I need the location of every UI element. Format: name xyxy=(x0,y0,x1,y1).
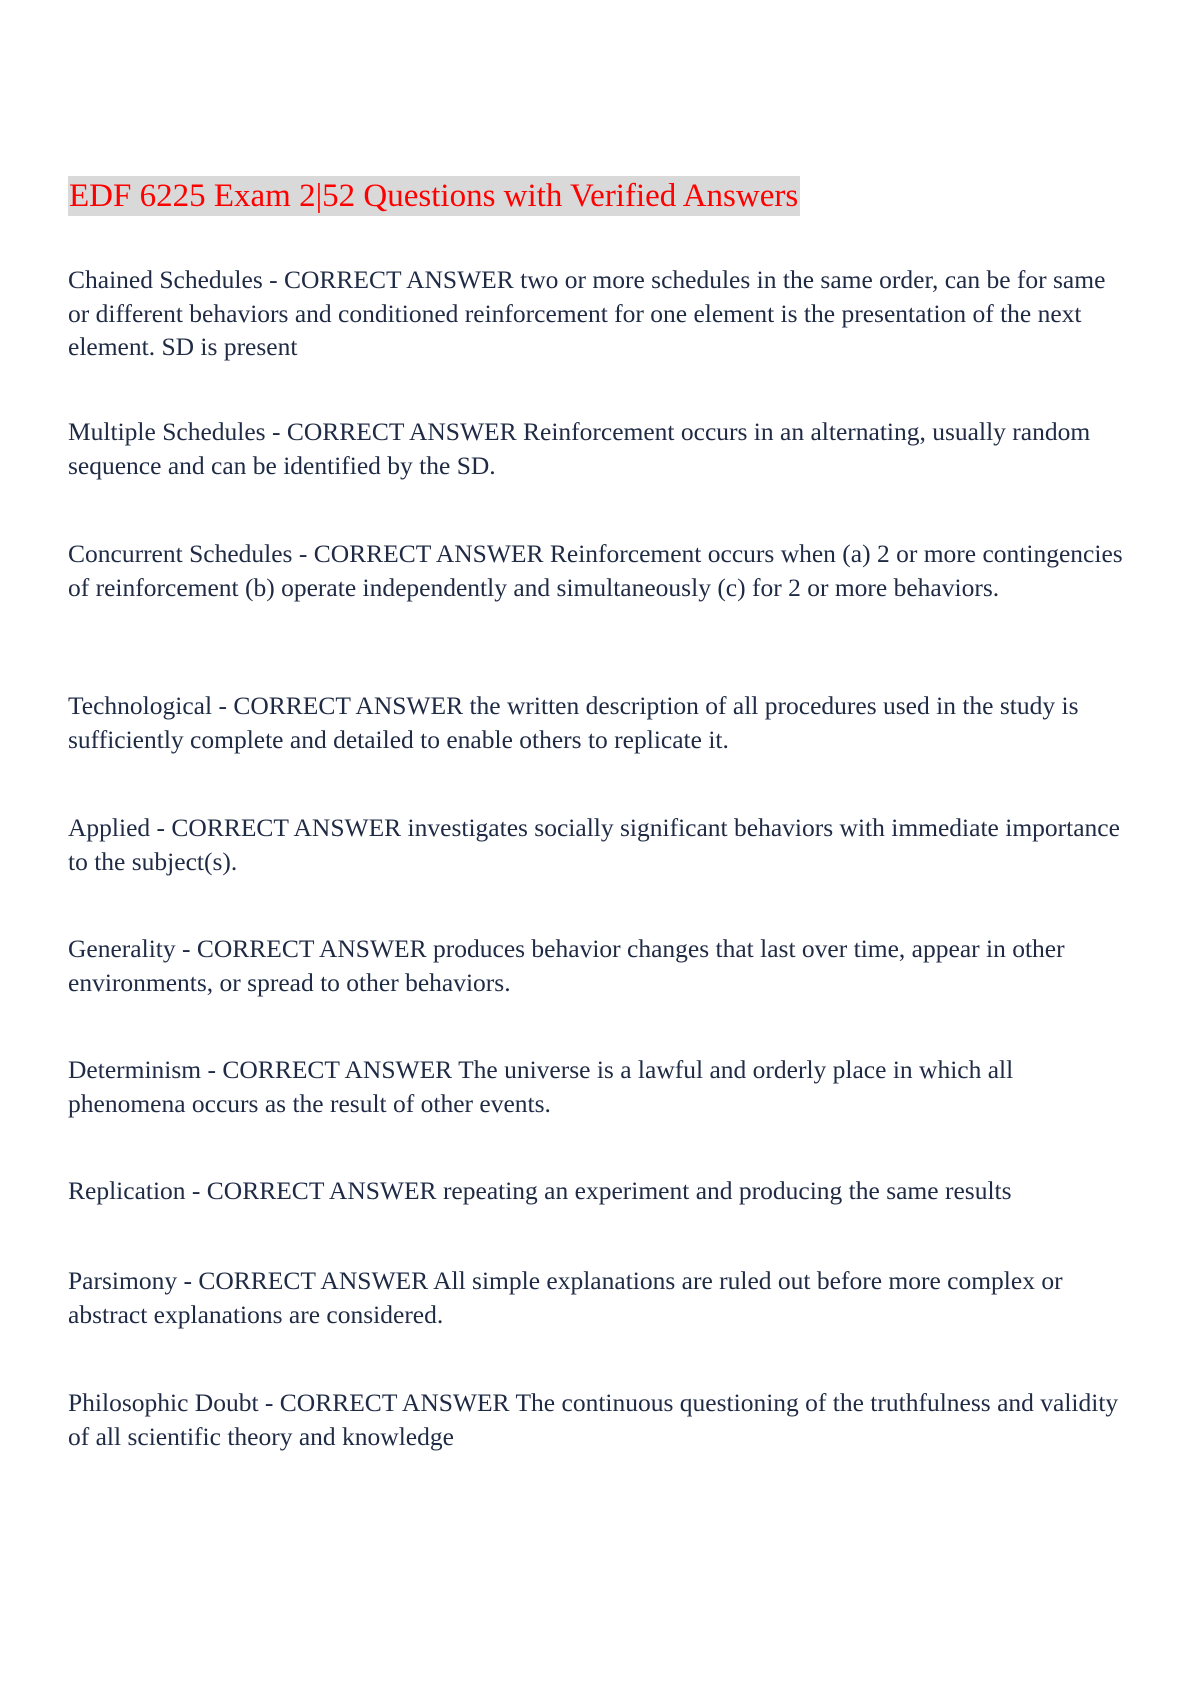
qa-entry-chained-schedules: Chained Schedules - CORRECT ANSWER two or more schedules in the same order, can be for same or different behaviors and conditioned reinforcement for one element is the presentation of the next element. SD is present xyxy=(68,265,1106,361)
qa-entry-technological: Technological - CORRECT ANSWER the written description of all procedures used in the study is sufficiently complete and detailed to enable others to replicate it. xyxy=(68,691,1079,754)
qa-entry-applied: Applied - CORRECT ANSWER investigates socially significant behaviors with immediate importance to the subject(s). xyxy=(68,813,1120,876)
qa-entry-determinism: Determinism - CORRECT ANSWER The universe is a lawful and orderly place in which all phenomena occurs as the result of other events. xyxy=(68,1055,1014,1118)
qa-entry-generality: Generality - CORRECT ANSWER produces behavior changes that last over time, appear in other environments, or spread to other behaviors. xyxy=(68,934,1065,997)
qa-entry-philosophic-doubt: Philosophic Doubt - CORRECT ANSWER The continuous questioning of the truthfulness and validity of all scientific theory and knowledge xyxy=(68,1388,1119,1451)
qa-entry-replication: Replication - CORRECT ANSWER repeating an experiment and producing the same results xyxy=(68,1176,1012,1205)
qa-entry-multiple-schedules: Multiple Schedules - CORRECT ANSWER Reinforcement occurs in an alternating, usually random sequence and can be identified by the SD. xyxy=(68,417,1091,480)
qa-entry-parsimony: Parsimony - CORRECT ANSWER All simple explanations are ruled out before more complex or abstract explanations are considered. xyxy=(68,1266,1063,1329)
document-title: EDF 6225 Exam 2|52 Questions with Verified Answers xyxy=(69,178,799,214)
qa-entry-concurrent-schedules: Concurrent Schedules - CORRECT ANSWER Reinforcement occurs when (a) 2 or more contingencies of reinforcement (b) operate independently and simultaneously (c) for 2 or more behaviors. xyxy=(68,539,1123,602)
